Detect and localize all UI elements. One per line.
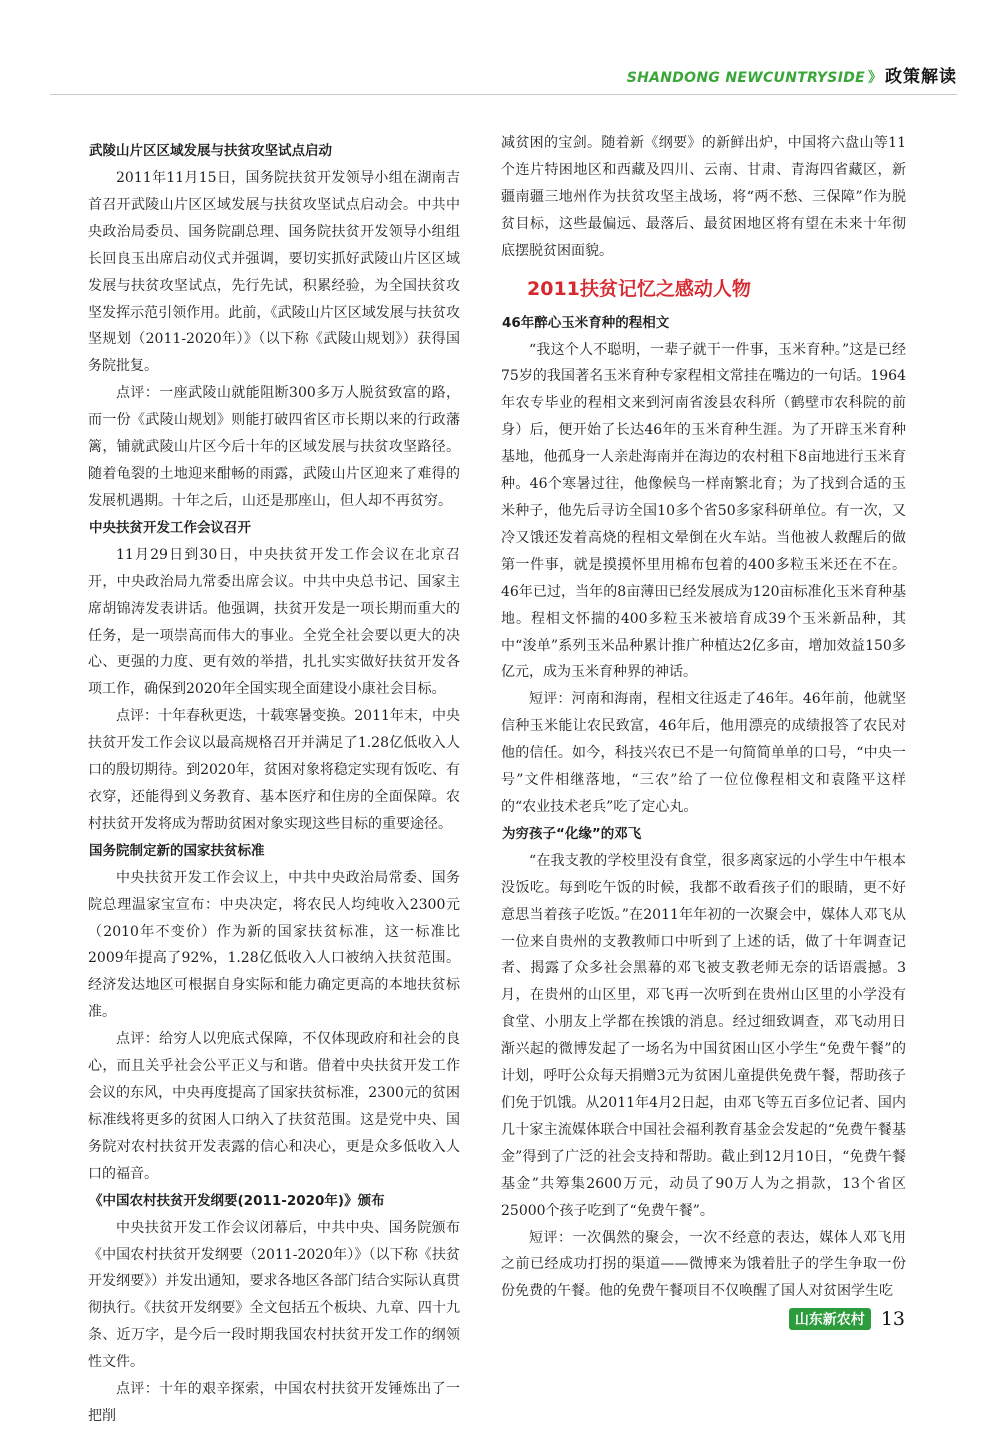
body-paragraph: “我这个人不聪明，一辈子就干一件事，玉米育种。”这是已经75岁的我国著名玉米育种专家程相文常挂在嘴边的一句话。1964年农专毕业的程相文来到河南省浚县农科所（鹤壁市农科院的前身）后，便开始了长达46年的玉米育种生涯。为了开辟玉米育种基地，他孤身一人亲赴海南并在海边的农村租下8亩地进行玉米育种。46个寒暑过往，他像候鸟一样南繁北育；为了找到合适的玉米种子，他先后寻访全国10多个省50多家科研单位。有一次，又冷又饿还发着高烧的程相文晕倒在火车站。当他被人救醒后的做第一件事，就是摸摸怀里用棉布包着的400多粒玉米还在不在。46年已过，当年的8亩薄田已经发展成为120亩标准化玉米育种基地。程相文怀揣的400多粒玉米被培育成39个玉米新品种，其中“浚单”系列玉米品种累计推广种植达2亿多亩，增加效益150多亿元，成为玉米育种界的神话。 — [501, 341, 906, 681]
body-paragraph: 2011年11月15日，国务院扶贫开发领导小组在湖南吉首召开武陵山片区区域发展与扶贫攻坚试点启动会。中共中央政治局委员、国务院副总理、国务院扶贫开发领导小组组长回良玉出席启动仪式并强调，要切实抓好武陵山片区区域发展与扶贫攻坚试点，先行先试，积累经验，为全国扶贫攻坚发挥示范引领作用。此前，《武陵山片区区域发展与扶贫攻坚规划（2011-2020年）》（以下称《武陵山规划》）获得国务院批复。 — [88, 170, 460, 375]
commentary-paragraph: 点评：给穷人以兜底式保障，不仅体现政府和社会的良心，而且关乎社会公平正义与和谐。借着中央扶贫开发工作会议的东风，中央再度提高了国家扶贫标准，2300元的贫困标准线将更多的贫困人口纳入了扶贫范围。这是党中央、国务院对农村扶贫开发表露的信心和决心，更是众多低收入人口的福音。 — [88, 1031, 460, 1182]
magazine-name: SHANDONG NEWCUNTRYSIDE — [626, 70, 865, 86]
commentary-paragraph: 短评：一次偶然的聚会，一次不经意的表达，媒体人邓飞用之前已经成功打拐的渠道——微博来为饿着肚子的学生争取一份份免费的午餐。他的免费午餐项目不仅唤醒了国人对贫困学生吃 — [501, 1229, 906, 1300]
section-title: 国务院制定新的国家扶贫标准 — [89, 842, 265, 859]
person-title: 为穷孩子“化缘”的邓飞 — [502, 825, 642, 842]
body-paragraph: 中央扶贫开发工作会议闭幕后，中共中央、国务院颁布《中国农村扶贫开发纲要（2011-2020年）》（以下称《扶贫开发纲要》）并发出通知，要求各地区各部门结合实际认真贯彻执行。《扶贫开发纲要》全文包括五个板块、九章、四十九条、近万字，是今后一段时期我国农村扶贫开发工作的纲领性文件。 — [88, 1219, 460, 1371]
commentary-paragraph: 短评：河南和海南，程相文往返走了46年。46年前，他就坚信种玉米能让农民致富，46年后，他用漂亮的成绩报答了农民对他的信任。如今，科技兴农已不是一句简简单单的口号，“中央一号”文件相继落地，“三农”给了一位位像程相文和袁隆平这样的“农业技术老兵”吃了定心丸。 — [501, 691, 906, 815]
header-separator: 》 — [868, 70, 882, 86]
left-column — [88, 138, 460, 1430]
section-title: 武陵山片区区域发展与扶贫攻坚试点启动 — [89, 143, 332, 159]
section-name: 政策解读 — [885, 67, 957, 87]
continued-paragraph: 减贫困的宝剑。随着新《纲要》的新鲜出炉，中国将六盘山等11个连片特困地区和西藏及四川、云南、甘肃、青海四省藏区，新疆南疆三地州作为扶贫攻坚主战场，将“两不愁、三保障”作为脱贫目标，这些最偏远、最落后、最贫困地区将有望在未来十年彻底摆脱贫困面貌。 — [501, 135, 906, 259]
commentary-paragraph: 点评：一座武陵山就能阻断300多万人脱贫致富的路，而一份《武陵山规划》则能打破四省区市长期以来的行政藩篱，铺就武陵山片区今后十年的区域发展与扶贫攻坚路径。随着龟裂的土地迎来酣畅的雨露，武陵山片区迎来了难得的发展机遇期。十年之后，山还是那座山，但人却不再贫穷。 — [88, 385, 460, 509]
magazine-logo: 山东新农村 — [789, 1308, 871, 1330]
running-header — [627, 62, 957, 87]
body-paragraph: “在我支教的学校里没有食堂，很多离家远的小学生中午根本没饭吃。每到吃午饭的时候，我都不敢看孩子们的眼睛，更不好意思当着孩子吃饭。”在2011年年初的一次聚会中，媒体人邓飞从一位来自贵州的支教教师口中听到了上述的话，做了十年调查记者、揭露了众多社会黑幕的邓飞被支教老师无奈的话语震撼。3月，在贵州的山区里，邓飞再一次听到在贵州山区里的小学没有食堂、小朋友上学都在挨饿的消息。经过细致调查，邓飞动用日渐兴起的微博发起了一场名为中国贫困山区小学生“免费午餐”的计划，呼吁公众每天捐赠3元为贫困儿童提供免费午餐，帮助孩子们免于饥饿。从2011年4月2日起，由邓飞等五百多位记者、国内几十家主流媒体联合中国社会福利教育基金会发起的“免费午餐基金”得到了广泛的社会支持和帮助。截止到12月10日，“免费午餐基金”共筹集2600万元，动员了90万人为之捐款，13个省区25000个孩子吃到了“免费午餐”。 — [501, 852, 906, 1219]
person-title: 46年醉心玉米育种的程相文 — [502, 314, 670, 331]
section-title: 中央扶贫开发工作会议召开 — [89, 519, 251, 536]
right-column — [501, 130, 906, 1305]
feature-title: 2011扶贫记忆之感动人物 — [527, 277, 751, 300]
commentary-paragraph: 点评：十年的艰辛探索，中国农村扶贫开发锤炼出了一把削 — [88, 1381, 460, 1424]
page-number: 13 — [880, 1308, 905, 1330]
header-rule — [50, 94, 957, 95]
page-footer — [789, 1308, 905, 1330]
commentary-paragraph: 点评：十年春秋更迭，十载寒暑变换。2011年末，中央扶贫开发工作会议以最高规格召开并满足了1.28亿低收入人口的殷切期待。到2020年，贫困对象将稳定实现有饭吃、有衣穿，还能得到义务教育、基本医疗和住房的全面保障。农村扶贫开发将成为帮助贫困对象实现这些目标的重要途径。 — [88, 708, 460, 832]
body-paragraph: 中央扶贫开发工作会议上，中共中央政治局常委、国务院总理温家宝宣布：中央决定，将农民人均纯收入2300元（2010年不变价）作为新的国家扶贫标准，这一标准比2009年提高了92%，1.28亿低收入人口被纳入扶贫范围。经济发达地区可根据自身实际和能力确定更高的本地扶贫标准。 — [88, 869, 460, 1021]
body-paragraph: 11月29日到30日，中央扶贫开发工作会议在北京召开，中央政治局九常委出席会议。中共中央总书记、国家主席胡锦涛发表讲话。他强调，扶贫开发是一项长期而重大的任务，是一项崇高而伟大的事业。全党全社会要以更大的决心、更强的力度、更有效的举措，扎扎实实做好扶贫开发各项工作，确保到2020年全国实现全面建设小康社会目标。 — [88, 546, 460, 698]
section-title: 《中国农村扶贫开发纲要(2011-2020年)》颁布 — [89, 1192, 385, 1209]
